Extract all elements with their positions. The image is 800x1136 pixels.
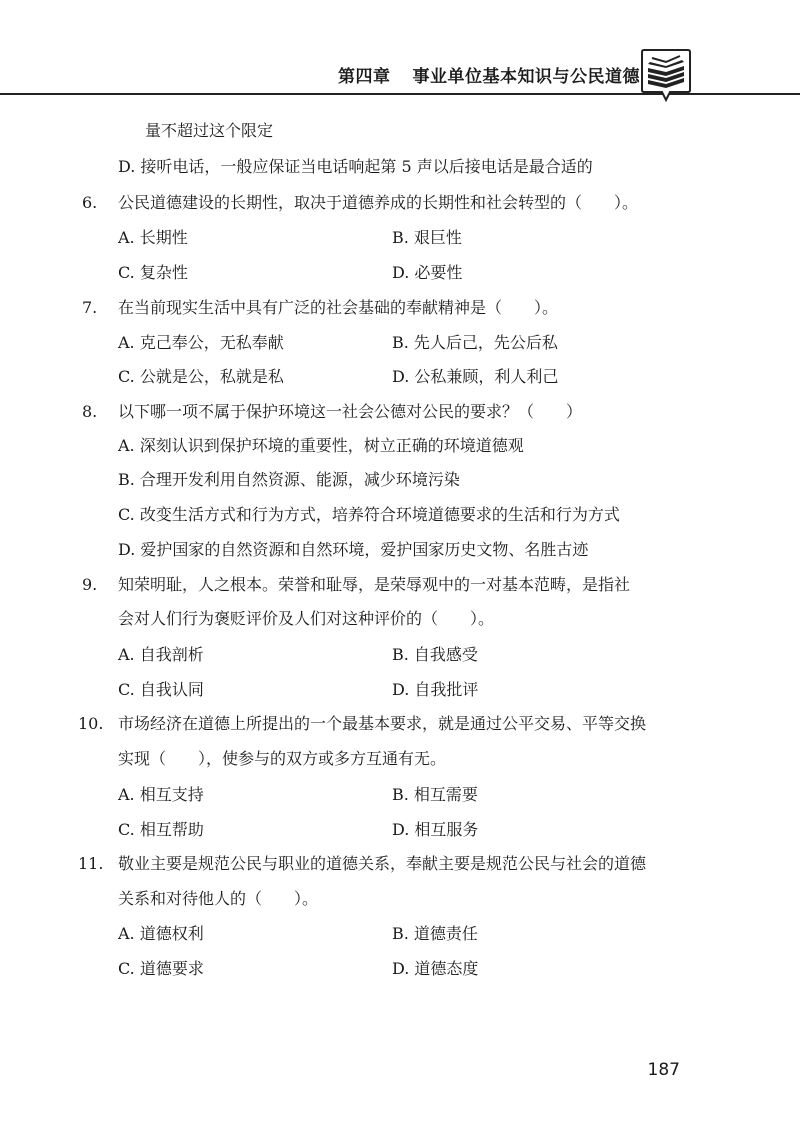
option: B. 相互需要: [392, 785, 478, 804]
question-text: 公民道德建设的长期性，取决于道德养成的长期性和社会转型的（ ）。: [118, 193, 639, 212]
option: D. 公私兼顾，利人利己: [392, 367, 559, 386]
question-number: 7.: [82, 298, 98, 317]
option: D. 必要性: [392, 263, 463, 282]
option: C. 相互帮助: [118, 820, 204, 839]
question-text: 会对人们行为褒贬评价及人们对这种评价的（ ）。: [118, 609, 495, 628]
continuation-option-d: D. 接听电话，一般应保证当电话响起第 5 声以后接电话是最合适的: [118, 157, 593, 176]
option: C. 改变生活方式和行为方式，培养符合环境道德要求的生活和行为方式: [118, 505, 620, 524]
option: C. 公就是公，私就是私: [118, 367, 284, 386]
option: D. 相互服务: [392, 820, 479, 839]
option: C. 道德要求: [118, 959, 204, 978]
option: B. 道德责任: [392, 924, 478, 943]
question-text: 关系和对待他人的（ ）。: [118, 889, 319, 908]
question-text: 市场经济在道德上所提出的一个最基本要求，就是通过公平交易、平等交换: [118, 714, 647, 733]
option: A. 自我剖析: [118, 645, 204, 664]
question-text: 知荣明耻，人之根本。荣誉和耻辱，是荣辱观中的一对基本范畴，是指社: [118, 575, 631, 594]
option: A. 相互支持: [118, 785, 204, 804]
option: B. 艰巨性: [392, 228, 462, 247]
question-text: 以下哪一项不属于保护环境这一社会公德对公民的要求？（ ）: [118, 402, 583, 421]
chapter-title: 事业单位基本知识与公民道德: [412, 67, 640, 87]
option: A. 道德权利: [118, 924, 204, 943]
option: A. 长期性: [118, 228, 188, 247]
option: C. 自我认同: [118, 680, 204, 699]
question-number: 8.: [82, 402, 98, 421]
option: A. 深刻认识到保护环境的重要性，树立正确的环境道德观: [118, 436, 524, 455]
continuation-line: 量不超过这个限定: [145, 121, 274, 140]
option: A. 克己奉公，无私奉献: [118, 333, 284, 352]
question-text: 实现（ ），使参与的双方或多方互通有无。: [118, 749, 447, 768]
question-number: 9.: [82, 575, 98, 594]
question-text: 在当前现实生活中具有广泛的社会基础的奉献精神是（ ）。: [118, 298, 559, 317]
question-number: 10.: [78, 714, 104, 733]
question-text: 敬业主要是规范公民与职业的道德关系，奉献主要是规范公民与社会的道德: [118, 854, 647, 873]
option: C. 复杂性: [118, 263, 188, 282]
option: B. 先人后己，先公后私: [392, 333, 558, 352]
question-number: 11.: [78, 854, 104, 873]
option: B. 自我感受: [392, 645, 478, 664]
option: D. 爱护国家的自然资源和自然环境，爱护国家历史文物、名胜古迹: [118, 540, 589, 559]
option: B. 合理开发利用自然资源、能源，减少环境污染: [118, 470, 460, 489]
option: D. 道德态度: [392, 959, 479, 978]
page-number: 187: [647, 1060, 680, 1080]
chapter-label: 第四章: [338, 67, 391, 87]
question-number: 6.: [82, 193, 98, 212]
option: D. 自我批评: [392, 680, 479, 699]
